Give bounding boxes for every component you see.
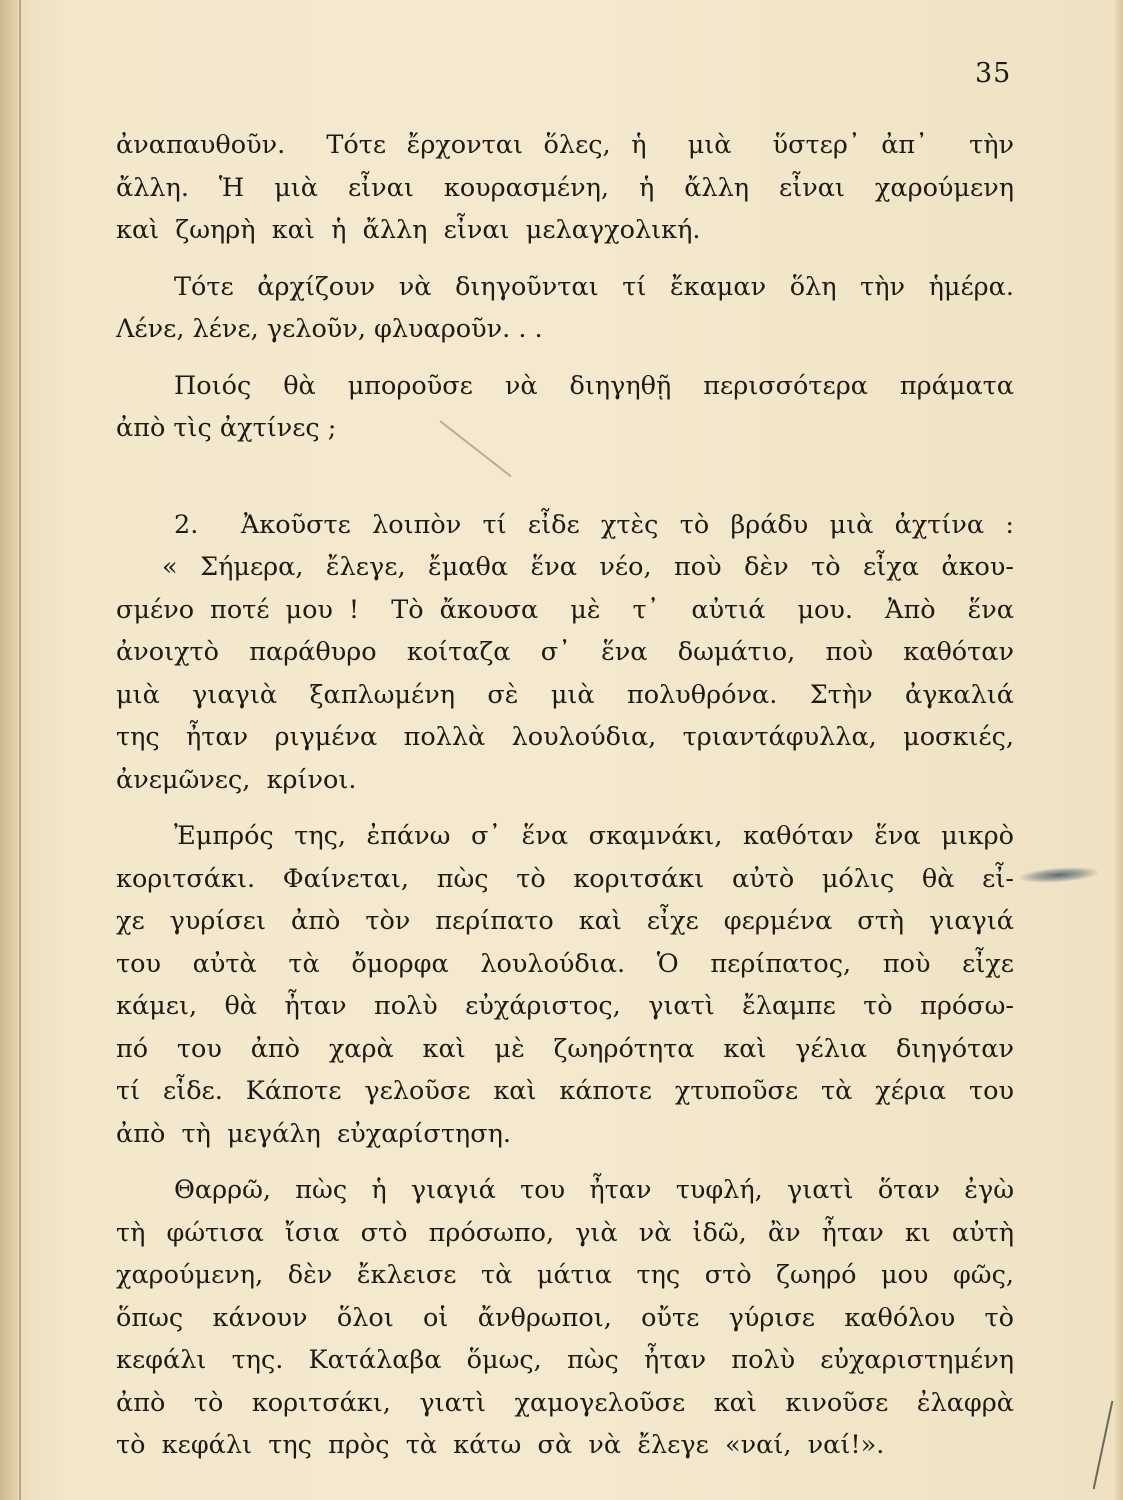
ink-smudge: [1020, 865, 1099, 884]
text-line: Τότε ἀρχίζουν νὰ διηγοῦνται τί ἔκαμαν ὅλη τὴν ἡμέρα.: [174, 271, 1014, 302]
text-line: τὸ κεφάλι της πρὸς τὰ κάτω σὰ νὰ ἔλεγε «ναί, ναί!».: [116, 1430, 885, 1460]
text-line: Λένε, λένε, γελοῦν, φλυαροῦν. . .: [116, 314, 543, 344]
page-binding-edge: [0, 0, 18, 1500]
text-line: της ἦταν ριγμένα πολλὰ λουλούδια, τριαντάφυλλα, μοσκιές,: [116, 722, 1014, 752]
text-line: ἀπὸ τὴ μεγάλη εὐχαρίστηση.: [116, 1118, 511, 1149]
text-line: χε γυρίσει ἀπὸ τὸν περίπατο καὶ εἶχε φερμένα στὴ γιαγιά: [116, 906, 1014, 936]
text-line: Ποιός θὰ μποροῦσε νὰ διηγηθῇ περισσότερα πράματα: [174, 370, 1014, 401]
text-line: κοριτσάκι. Φαίνεται, πὼς τὸ κοριτσάκι αὐτὸ μόλις θὰ εἶ-: [116, 863, 1014, 894]
page-binding-line: [19, 0, 21, 1500]
text-line: ἀναπαυθοῦν. Τότε ἔρχονται ὅλες, ἡ μιὰ ὕστερ᾽ ἀπ᾽ τὴν: [116, 130, 1014, 160]
text-line: 2. Ἀκοῦστε λοιπὸν τί εἶδε χτὲς τὸ βράδυ μιὰ ἀχτίνα :: [174, 509, 1014, 540]
text-line: κεφάλι της. Κατάλαβα ὅμως, πὼς ἦταν πολὺ εὐχαριστημένη: [116, 1345, 1014, 1375]
text-line: τί εἶδε. Κάποτε γελοῦσε καὶ κάποτε χτυποῦσε τὰ χέρια του: [116, 1076, 1014, 1106]
text-line: ἄλλη. Ἡ μιὰ εἶναι κουρασμένη, ἡ ἄλλη εἶναι χαρούμενη: [116, 172, 1014, 203]
text-line: σμένο ποτέ μου ! Τὸ ἄκουσα μὲ τ᾽ αὐτιά μου. Ἀπὸ ἕνα: [116, 594, 1014, 625]
text-line: Ἐμπρός της, ἐπάνω σ᾽ ἕνα σκαμνάκι, καθόταν ἕνα μικρὸ: [174, 821, 1014, 851]
page-right-edge: [1113, 0, 1123, 1500]
text-line: τὴ φώτισα ἴσια στὸ πρόσωπο, γιὰ νὰ ἰδῶ, ἂν ἦταν κι αὐτὴ: [116, 1217, 1014, 1248]
text-line: ὅπως κάνουν ὅλοι οἱ ἄνθρωποι, οὔτε γύρισε καθόλου τὸ: [116, 1302, 1014, 1333]
page-text: [116, 124, 1014, 1467]
text-line: ἀπὸ τὸ κοριτσάκι, γιατὶ χαμογελοῦσε καὶ κινοῦσε ἐλαφρὰ: [116, 1387, 1014, 1418]
text-line: Θαρρῶ, πὼς ἡ γιαγιά του ἦταν τυφλή, γιατὶ ὅταν ἐγὼ: [174, 1175, 1014, 1205]
text-line: ἀνοιχτὸ παράθυρο κοίταζα σ᾽ ἕνα δωμάτιο, ποὺ καθόταν: [116, 637, 1014, 667]
page-number: 35: [975, 58, 1012, 89]
corner-mark: [1093, 1401, 1114, 1489]
text-line: πό του ἀπὸ χαρὰ καὶ μὲ ζωηρότητα καὶ γέλια διηγόταν: [116, 1033, 1014, 1064]
text-line: χαρούμενη, δὲν ἔκλεισε τὰ μάτια της στὸ ζωηρό μου φῶς,: [116, 1260, 1014, 1290]
text-line: ἀνεμῶνες, κρίνοι.: [116, 764, 357, 795]
text-line: καὶ ζωηρὴ καὶ ἡ ἄλλη εἶναι μελαγχολική.: [116, 215, 701, 245]
text-line: κάμει, θὰ ἦταν πολὺ εὐχάριστος, γιατὶ ἔλαμπε τὸ πρόσω-: [116, 991, 1014, 1021]
text-line: « Σήμερα, ἔλεγε, ἔμαθα ἕνα νέο, ποὺ δὲν τὸ εἶχα ἀκου-: [162, 552, 1014, 582]
text-line: του αὐτὰ τὰ ὄμορφα λουλούδια. Ὁ περίπατος, ποὺ εἶχε: [116, 948, 1014, 979]
text-line: μιὰ γιαγιὰ ξαπλωμένη σὲ μιὰ πολυθρόνα. Στὴν ἀγκαλιά: [116, 679, 1014, 710]
text-line: ἀπὸ τὶς ἀχτίνες ;: [116, 413, 337, 443]
